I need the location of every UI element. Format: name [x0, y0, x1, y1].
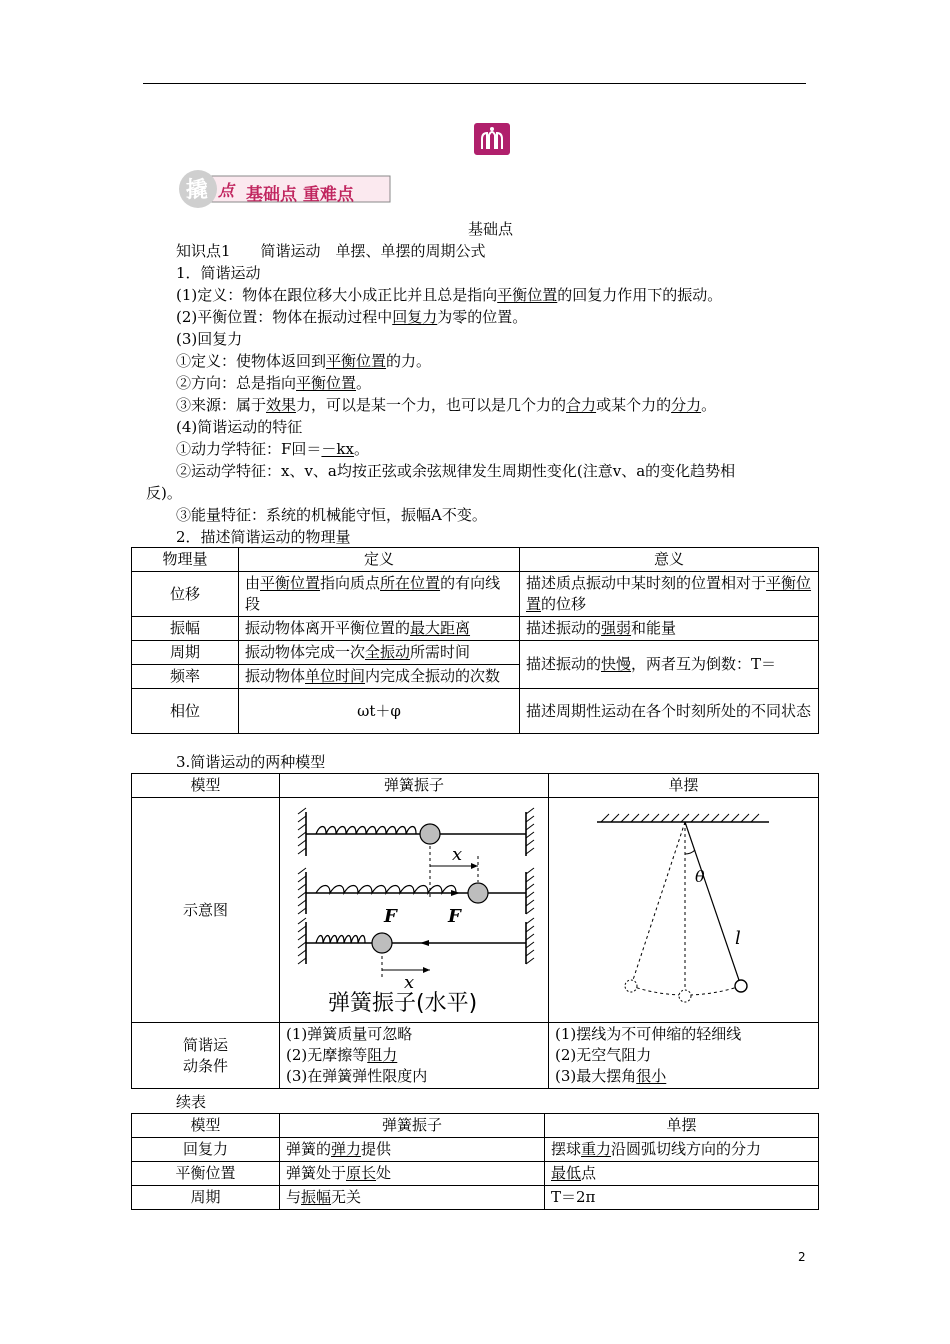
- header-rule: [143, 83, 806, 84]
- continued-table: [131, 1113, 819, 1210]
- svg-text:l: l: [735, 928, 741, 949]
- energy-feature: ③能量特征：系统的机械能守恒，振幅A不变。: [176, 506, 487, 524]
- dynamics-feature: ①动力学特征：F回＝－kx。: [176, 440, 369, 458]
- quantities-table: [131, 547, 819, 734]
- restoring-def: ①定义：使物体返回到平衡位置的力。: [176, 352, 432, 370]
- table-row: 周期 振动物体完成一次全振动所需时间 描述振动的快慢，两者互为倒数：T＝: [132, 641, 819, 665]
- table-row: 平衡位置 弹簧处于原长处 最低点: [132, 1162, 819, 1186]
- col-header: 单摆: [545, 1114, 819, 1138]
- svg-text:撬: 撬: [186, 178, 209, 203]
- svg-text:弹簧振子(水平): 弹簧振子(水平): [328, 991, 478, 1016]
- heading-quantities: 2．描述简谐运动的物理量: [176, 528, 351, 546]
- table-row: 简谐运 动条件 (1)弹簧质量可忽略 (2)无摩擦等阻力 (3)在弹簧弹性限度内 (1)摆线为不可伸缩的轻细线 (2)无空气阻力 (3)最大摆角很小: [132, 1023, 819, 1089]
- svg-text:F: F: [384, 906, 397, 927]
- models-table: [131, 773, 819, 1089]
- heading-shm: 1．简谐运动: [176, 264, 261, 282]
- heading-models: 3.简谐运动的两种模型: [176, 753, 326, 771]
- continued-label: 续表: [176, 1093, 207, 1111]
- table-row: 回复力 弹簧的弹力提供 摆球重力沿圆弧切线方向的分力: [132, 1138, 819, 1162]
- table-row: 位移 由平衡位置指向质点所在位置的有向线段 描述质点振动中某时刻的位置相对于平衡位置的位移: [132, 572, 819, 617]
- spring-diagram-cell: [280, 798, 549, 1023]
- col-header: 弹簧振子: [280, 774, 549, 798]
- svg-text:x: x: [404, 972, 415, 993]
- col-header: 模型: [132, 774, 280, 798]
- pendulum-diagram-cell: [549, 798, 819, 1023]
- table-row: 频率 振动物体单位时间内完成全振动的次数: [132, 665, 819, 689]
- svg-text:x: x: [452, 844, 463, 865]
- table-row: 相位 ωt＋φ 描述周期性运动在各个时刻所处的不同状态: [132, 689, 819, 734]
- col-header: 弹簧振子: [280, 1114, 545, 1138]
- table-row: 周期 与振幅无关 T＝2π: [132, 1186, 819, 1210]
- equilibrium-definition: (2)平衡位置：物体在振动过程中回复力为零的位置。: [176, 308, 528, 326]
- banner-text: 基础点 重难点: [246, 185, 354, 205]
- table-row: 示意图 x x F F 弹簧振子(水平) θ l: [132, 798, 819, 1023]
- table-row: 振幅 振动物体离开平衡位置的最大距离 描述振动的强弱和能量: [132, 617, 819, 641]
- restoring-source: ③来源：属于效果力，可以是某一个力，也可以是几个力的合力或某个力的分力。: [176, 396, 717, 414]
- section-title: 基础点: [468, 220, 514, 238]
- knowledge-point-title: 知识点1 简谐运动 单摆、单摆的周期公式: [176, 242, 486, 260]
- svg-text:点: 点: [218, 181, 235, 200]
- features-title: (4)简谐运动的特征: [176, 418, 303, 436]
- restoring-title: (3)回复力: [176, 330, 243, 348]
- col-header: 单摆: [549, 774, 819, 798]
- kinematics-feature: ②运动学特征：x、v、a均按正弦或余弦规律发生周期性变化(注意v、a的变化趋势相: [176, 462, 736, 480]
- page-number: 2: [798, 1250, 806, 1264]
- col-header: 物理量: [132, 548, 239, 572]
- kinematics-feature-cont: 反)。: [146, 484, 182, 502]
- section-banner: [176, 164, 392, 208]
- col-header: 意义: [520, 548, 819, 572]
- restoring-direction: ②方向：总是指向平衡位置。: [176, 374, 372, 392]
- col-header: 模型: [132, 1114, 280, 1138]
- logo-icon: [474, 123, 510, 155]
- col-header: 定义: [239, 548, 520, 572]
- shm-definition: (1)定义：物体在跟位移大小成正比并且总是指向平衡位置的回复力作用下的振动。: [176, 286, 723, 304]
- svg-text:θ: θ: [695, 867, 705, 886]
- spring-oscillator-diagram: [280, 798, 548, 1022]
- pendulum-diagram: [549, 798, 817, 1022]
- svg-text:F: F: [448, 906, 461, 927]
